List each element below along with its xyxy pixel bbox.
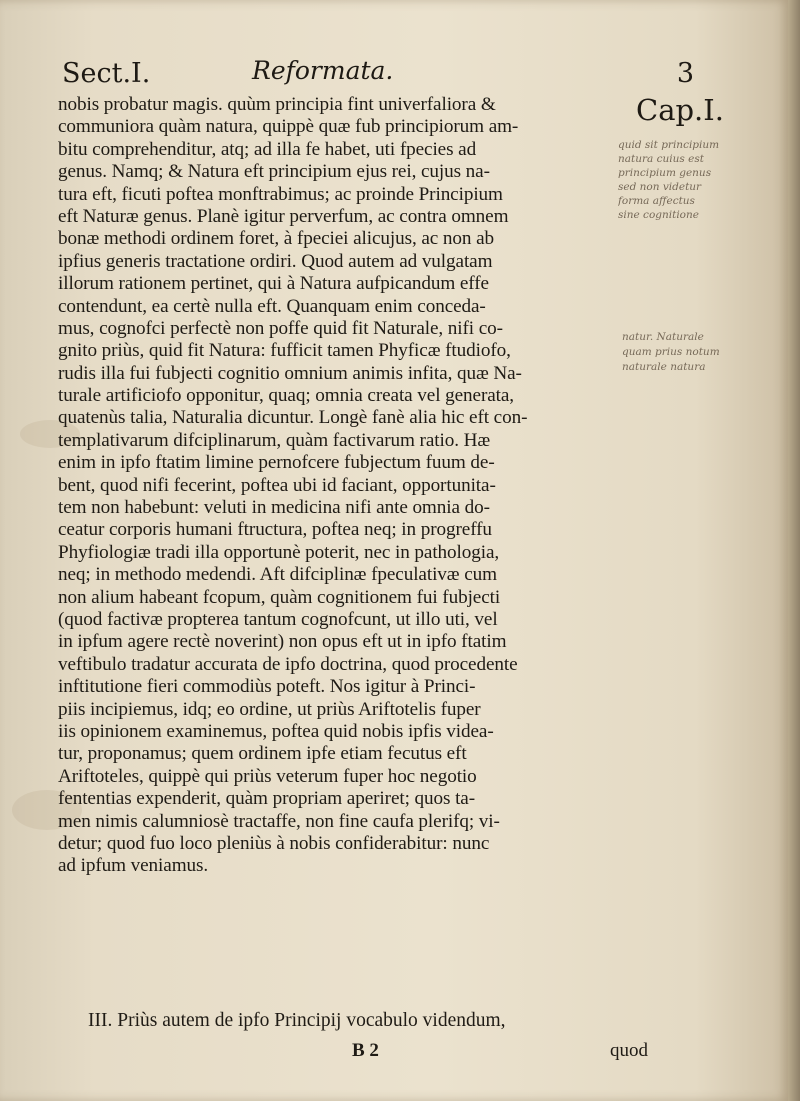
signature-mark: B 2	[352, 1040, 379, 1061]
text-line: ceatur corporis humani ftructura, poftea neq; in progreffu	[58, 519, 492, 541]
text-line: rudis illa fui fubjecti cognitio omnium animis infita, quæ Na-	[58, 362, 522, 384]
margin-note: quid sit principium	[618, 139, 720, 151]
margin-note: quam prius notum	[622, 346, 720, 358]
text-line: nobis probatur magis. quùm principia fint univerfaliora &	[58, 94, 496, 115]
margin-note: sine cognitione	[618, 209, 699, 221]
page-footer	[88, 1010, 648, 1070]
text-line: quatenùs talia, Naturalia dicuntur. Longè fanè alia hic eft con-	[58, 407, 528, 429]
text-line: non alium habeant fcopum, quàm cognitionem fui fubjecti	[58, 586, 501, 608]
text-line: inftitutione fieri commodiùs poteft. Nos igitur à Princi-	[58, 676, 476, 698]
margin-note: sed non videtur	[618, 181, 702, 193]
page-number: 3	[676, 58, 694, 89]
margin-note: natura cuius est	[618, 153, 704, 165]
handwritten-margin-notes-lower	[622, 330, 788, 375]
section-label: Sect.I.	[62, 58, 151, 89]
text-line: contendunt, ea certè nulla eft. Quanquam enim conceda-	[58, 295, 486, 317]
margin-note: naturale natura	[622, 361, 706, 373]
handwritten-margin-notes	[618, 138, 788, 222]
text-line: detur; quod fuo loco pleniùs à nobis confiderabitur: nunc	[58, 832, 490, 854]
text-line: templativarum difciplinarum, quàm factivarum ratio. Hæ	[58, 429, 491, 451]
text-line: Ariftoteles, quippè qui priùs veterum fuper hoc negotio	[58, 765, 477, 787]
running-title: Reformata.	[252, 56, 394, 85]
book-spine-edge	[788, 0, 800, 1101]
body-text	[58, 94, 630, 878]
text-line: iis opinionem examinemus, poftea quid nobis ipfis videa-	[58, 720, 494, 742]
text-line: piis incipiemus, idq; eo ordine, ut priùs Ariftotelis fuper	[58, 698, 481, 720]
text-line: communiora quàm natura, quippè quæ fub principiorum am-	[58, 116, 519, 138]
chapter-label: Cap.I.	[636, 93, 724, 127]
text-line: enim in ipfo ftatim limine pernofcere fubjectum fuum de-	[58, 452, 495, 474]
catchword: quod	[610, 1040, 648, 1061]
text-line: in ipfum agere rectè noverint) non opus eft ut in ipfo ftatim	[58, 631, 507, 653]
text-line: turale artificiofo opponitur, quaq; omnia creata vel generata,	[58, 385, 514, 407]
text-line: bent, quod nifi fecerint, poftea ubi id faciant, opportunita-	[58, 474, 496, 496]
margin-note: natur. Naturale	[622, 331, 704, 343]
text-line: neq; in methodo medendi. Aft difciplinæ fpeculativæ cum	[58, 564, 497, 586]
page-header	[62, 58, 694, 98]
text-line: mus, cognofci perfectè non poffe quid fit Naturale, nifi co-	[58, 317, 503, 339]
margin-note: forma affectus	[618, 195, 695, 207]
text-line: fententias expenderit, quàm propriam aperiret; quos ta-	[58, 788, 476, 810]
text-line: ipfius generis tractatione ordiri. Quod autem ad vulgatam	[58, 250, 493, 272]
next-paragraph-start: III. Priùs autem de ipfo Principij vocabulo videndum,	[88, 1010, 506, 1031]
text-line: (quod factivæ propterea tantum cognofcunt, ut illo uti, vel	[58, 608, 498, 630]
text-line: tem non habebunt: veluti in medicina nifi ante omnia do-	[58, 497, 490, 519]
text-line: bitu comprehenditur, atq; ad illa fe habet, uti fpecies ad	[58, 138, 477, 160]
text-line: Phyfiologiæ tradi illa opportunè poterit, nec in pathologia,	[58, 541, 500, 563]
text-line: ad ipfum veniamus.	[58, 855, 209, 877]
text-line: tura eft, ficuti poftea monftrabimus; ac proinde Principium	[58, 183, 503, 205]
text-line: tur, proponamus; quem ordinem ipfe etiam fecutus eft	[58, 743, 467, 765]
margin-note: principium genus	[618, 167, 712, 179]
text-line: bonæ methodi ordinem foret, à fpeciei alicujus, ac non ab	[58, 228, 495, 250]
text-line: genus. Namq; & Natura eft principium ejus rei, cujus na-	[58, 161, 490, 183]
text-line: eft Naturæ genus. Planè igitur perverfum, ac contra omnem	[58, 205, 509, 227]
text-line: men nimis calumniosè tractaffe, non fine caufa plerifq; vi-	[58, 810, 500, 832]
text-line: veftibulo tradatur accurata de ipfo doctrina, quod procedente	[58, 653, 518, 675]
text-line: gnito priùs, quid fit Natura: fufficit tamen Phyficæ ftudiofo,	[58, 340, 511, 362]
text-line: illorum rationem pertinet, qui à Natura aufpicandum effe	[58, 273, 489, 295]
